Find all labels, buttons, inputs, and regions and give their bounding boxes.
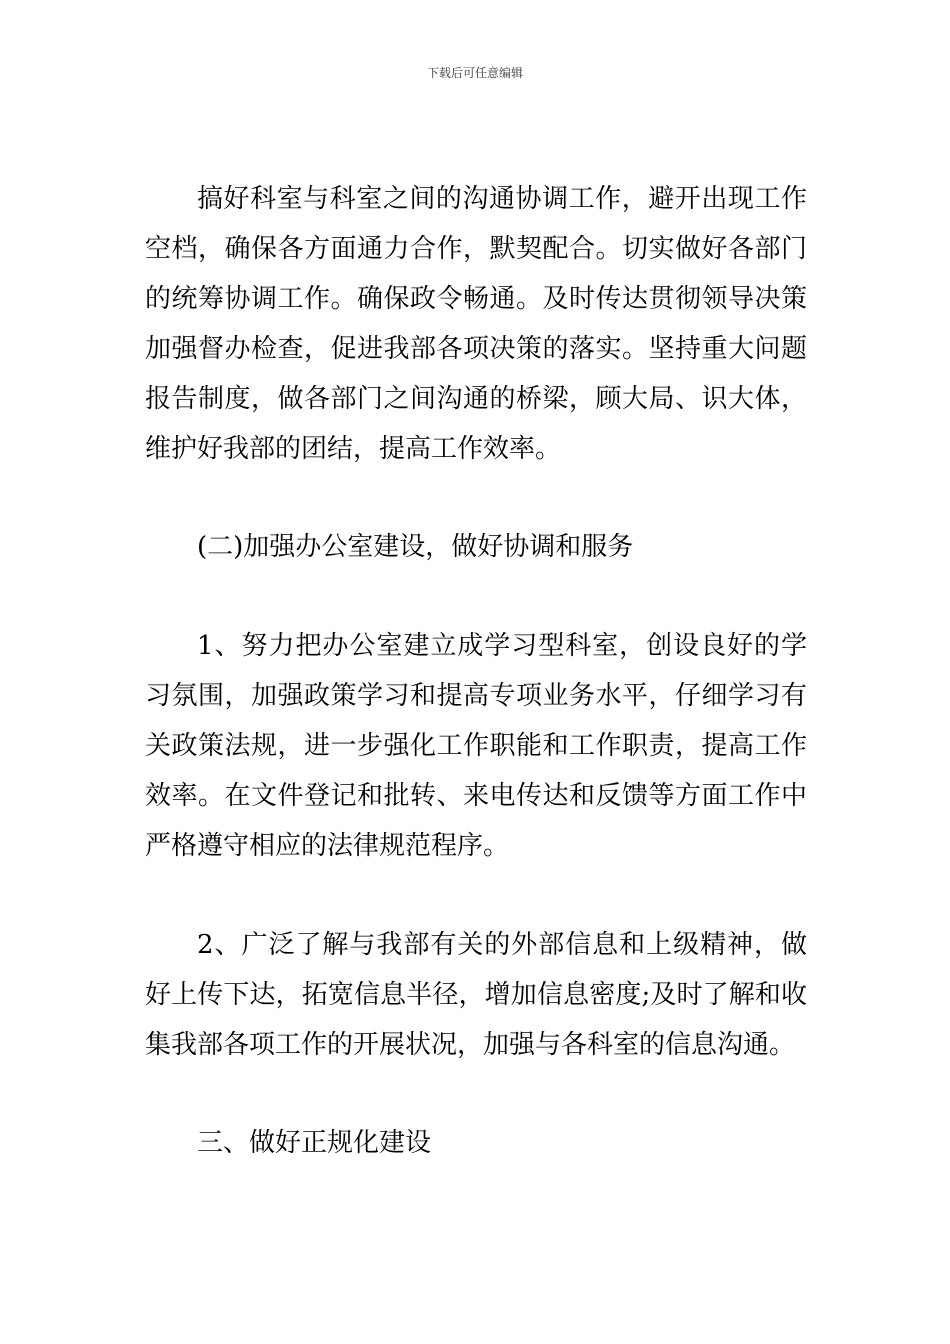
- paragraph-coordination: 搞好科室与科室之间的沟通协调工作，避开出现工作空档，确保各方面通力合作，默契配合。切实做好各部门的统筹协调工作。确保政令畅通。及时传达贯彻领导决策加强督办检查，促进我部各项决策的落实。坚持重大问题报告制度，做各部门之间沟通的桥梁，顾大局、识大体，维护好我部的团结，提高工作效率。: [145, 184, 807, 464]
- section-heading-standardization: 三、做好正规化建设: [197, 1128, 432, 1158]
- section-heading-office-building: (二)加强办公室建设，做好协调和服务: [197, 532, 634, 562]
- page-header: 下载后可任意编辑: [426, 66, 523, 80]
- paragraph-information: 2、广泛了解与我部有关的外部信息和上级精神，做好上传下达，拓宽信息半径，增加信息密度;及时了解和收集我部各项工作的开展状况，加强与各科室的信息沟通。: [145, 930, 807, 1060]
- paragraph-learning-office: 1、努力把办公室建立成学习型科室，创设良好的学习氛围，加强政策学习和提高专项业务水平，仔细学习有关政策法规，进一步强化工作职能和工作职责，提高工作效率。在文件登记和批转、来电传达和反馈等方面工作中严格遵守相应的法律规范程序。: [145, 631, 807, 861]
